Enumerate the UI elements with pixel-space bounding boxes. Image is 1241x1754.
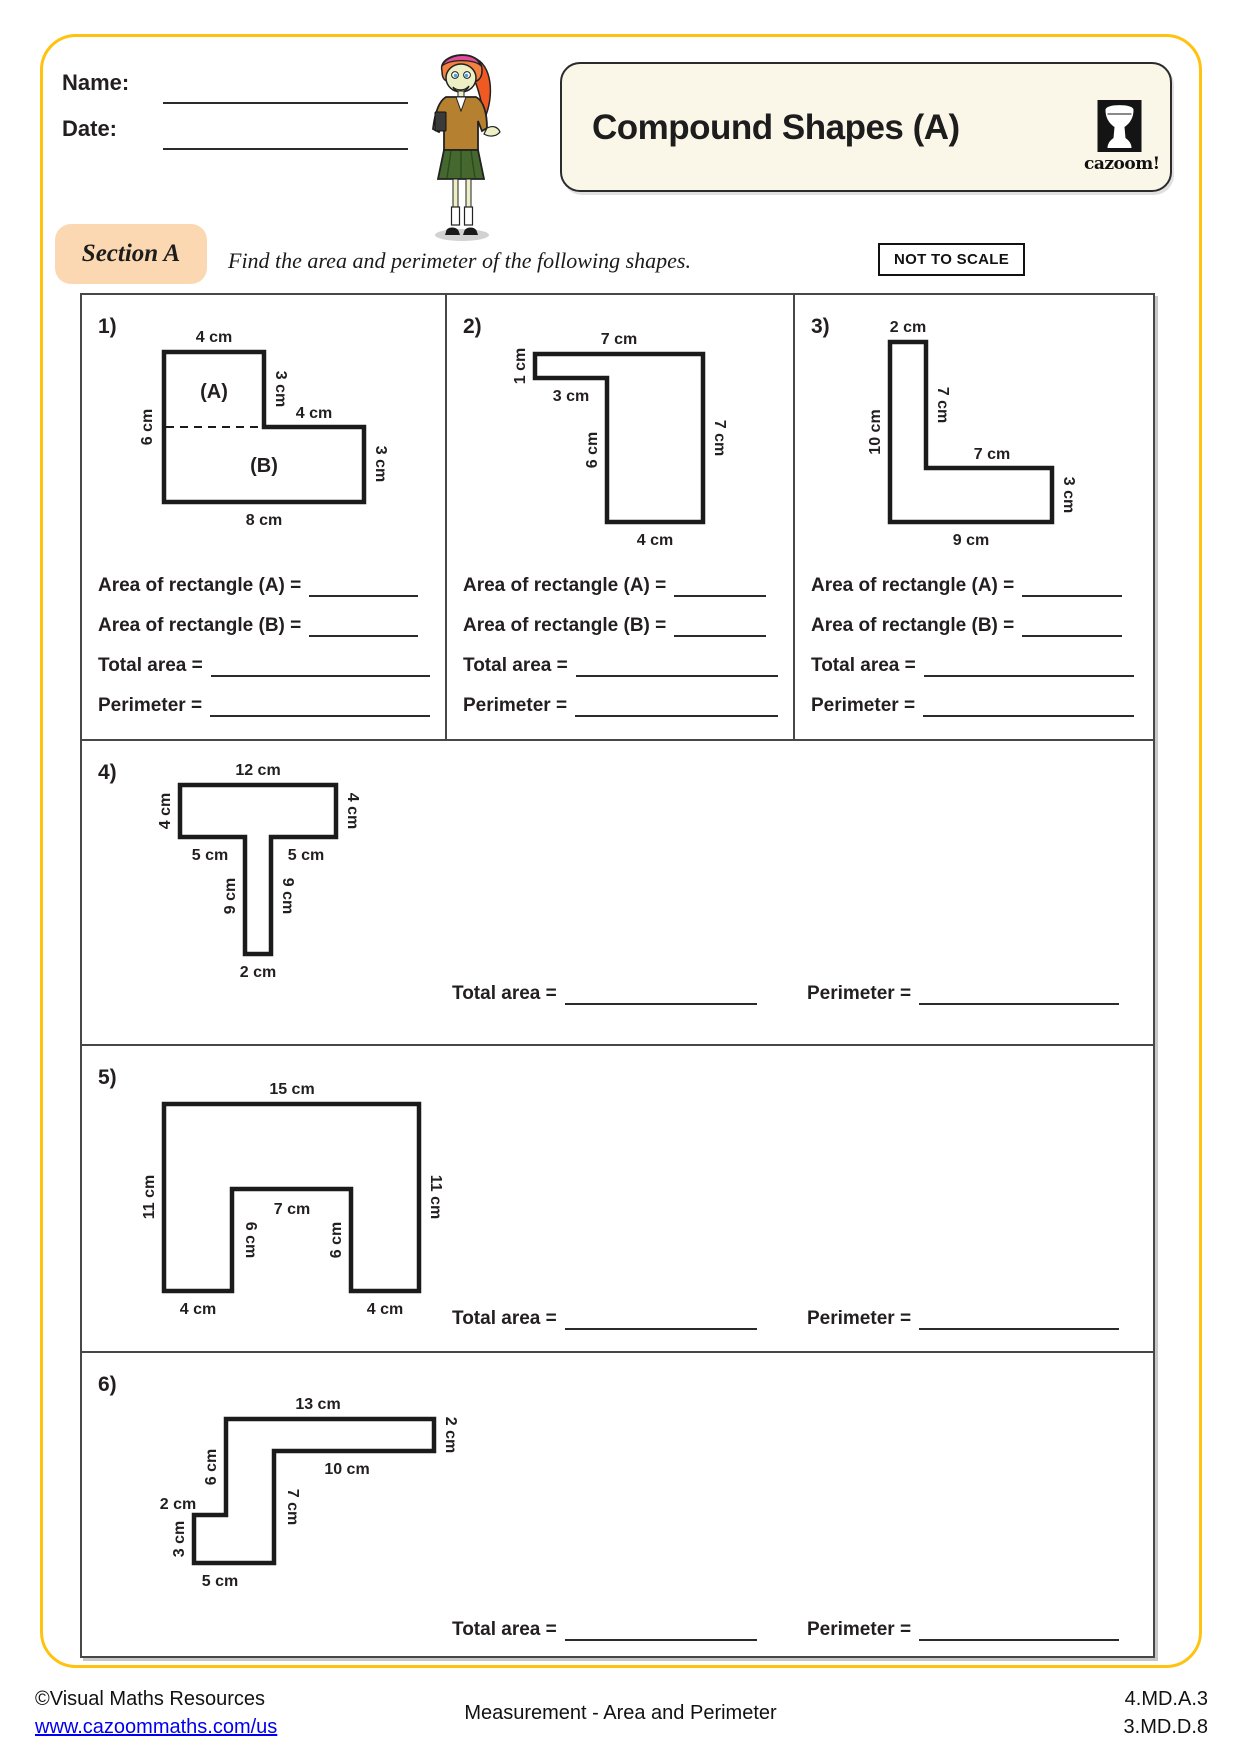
dim-label: 6 cm [328,1221,345,1259]
dim-label: 7 cm [600,331,638,348]
problem-5-perimeter [807,1304,1119,1330]
answer-line [919,979,1119,1005]
perimeter-label: Perimeter = [807,983,912,1004]
answer-line [309,611,418,637]
dim-label: 6 cm [203,1448,220,1486]
problem-2-shape [487,324,749,564]
answer-line [575,691,778,717]
name-input-line [163,66,408,104]
problem-5-shape [112,1076,469,1327]
dim-label: 4 cm [179,1301,217,1318]
area-a-label: Area of rectangle (A) = [463,575,667,596]
problem-4 [82,739,1153,1042]
answer-line [919,1304,1119,1330]
problem-2-number: 2) [463,315,482,338]
dim-label: 4 cm [157,792,174,830]
dim-label: 13 cm [295,1396,341,1413]
area-a-label: Area of rectangle (A) = [811,575,1015,596]
area-a-label: Area of rectangle (A) = [98,575,302,596]
dim-label: 7 cm [711,419,728,457]
problems-row-1 [82,295,1153,739]
dim-label: 2 cm [159,1496,197,1513]
dim-label: 3 cm [272,370,289,408]
section-label: Section A [81,240,181,267]
problem-1-number: 1) [98,315,117,338]
problem-4-number: 4) [98,761,117,784]
dim-label: 11 cm [427,1174,444,1220]
worksheet-topic: Measurement - Area and Perimeter [464,1702,777,1724]
answer-line [1022,571,1122,597]
area-b-label: Area of rectangle (B) = [463,615,667,636]
problem-6 [82,1351,1153,1660]
dim-label: 7 cm [273,1201,311,1218]
region-a-label: (A) [200,381,228,403]
dim-label: 1 cm [512,347,529,385]
total-area-label: Total area = [452,1308,557,1329]
dim-label: 10 cm [324,1461,370,1478]
cazoom-logo [1084,100,1160,174]
total-area-label: Total area = [98,655,203,676]
dim-label: 3 cm [372,445,389,483]
problem-3-answers [811,557,1134,717]
answer-line [919,1615,1119,1641]
answer-line [211,651,430,677]
dim-label: 3 cm [552,388,590,405]
instruction-text: Find the area and perimeter of the following shapes. [228,248,691,273]
problem-3-number: 3) [811,315,830,338]
problem-6-total-area [452,1615,757,1641]
answer-line [565,1615,757,1641]
problem-6-number: 6) [98,1373,117,1396]
answer-line [674,611,766,637]
dim-label: 6 cm [242,1221,259,1259]
problems-grid [80,293,1155,1658]
dim-label: 3 cm [171,1520,188,1558]
dim-label: 2 cm [239,964,277,981]
standard-code-1: 4.MD.A.3 [1124,1688,1208,1710]
dim-label: 7 cm [934,386,951,424]
dim-label: 3 cm [1060,476,1077,514]
date-input-line [163,112,408,150]
not-to-scale-badge [878,243,1025,276]
dim-label: 15 cm [269,1081,315,1098]
answer-line [924,651,1134,677]
perimeter-label: Perimeter = [807,1619,912,1640]
not-to-scale-label: NOT TO SCALE [894,251,1009,268]
problem-1-shape [112,322,410,544]
problem-6-shape [140,1391,478,1599]
problem-4-shape [130,757,382,988]
answer-line [576,651,778,677]
answer-line [923,691,1134,717]
dim-label: 8 cm [245,512,283,529]
section-a-tab [55,224,207,284]
total-area-label: Total area = [452,983,557,1004]
dim-label: 4 cm [636,532,674,549]
problem-1-answers [98,557,430,717]
dim-label: 6 cm [584,431,601,469]
dim-label: 7 cm [284,1488,301,1526]
problem-3-shape [840,314,1096,562]
area-b-label: Area of rectangle (B) = [811,615,1015,636]
problem-5-total-area [452,1304,757,1330]
dim-label: 7 cm [973,446,1011,463]
problem-6-perimeter [807,1615,1119,1641]
problem-2 [447,295,795,739]
total-area-label: Total area = [452,1619,557,1640]
standard-code-2: 3.MD.D.8 [1123,1716,1208,1738]
dim-label: 12 cm [235,762,281,779]
dim-label: 9 cm [279,877,296,915]
problem-1 [82,295,447,739]
page-title: Compound Shapes (A) [592,108,960,147]
dim-label: 10 cm [867,409,884,455]
brand-wordmark: cazoom! [1084,154,1160,174]
dim-label: 6 cm [139,408,156,446]
perimeter-label: Perimeter = [807,1308,912,1329]
perimeter-label: Perimeter = [463,695,568,716]
dim-label: 2 cm [889,319,927,336]
djembe-drum-icon [1097,100,1142,152]
answer-line [565,1304,757,1330]
problem-4-total-area [452,979,757,1005]
answer-line [210,691,430,717]
total-area-label: Total area = [463,655,568,676]
dim-label: 11 cm [141,1174,158,1220]
dim-label: 9 cm [952,532,990,549]
dim-label: 4 cm [366,1301,404,1318]
problem-5 [82,1044,1153,1349]
area-b-label: Area of rectangle (B) = [98,615,302,636]
problem-2-answers [463,557,778,717]
answer-line [674,571,766,597]
date-label: Date: [62,116,118,141]
dim-label: 9 cm [222,877,239,915]
dim-label: 2 cm [442,1416,459,1454]
problem-5-number: 5) [98,1066,117,1089]
cazoom-url-link[interactable]: www.cazoommaths.com/us [35,1716,278,1738]
copyright-text: ©Visual Maths Resources [35,1688,266,1710]
perimeter-label: Perimeter = [98,695,203,716]
perimeter-label: Perimeter = [811,695,916,716]
answer-line [309,571,418,597]
name-label: Name: [62,70,130,95]
problem-4-perimeter [807,979,1119,1005]
problem-3 [795,295,1149,739]
title-box [560,62,1172,192]
answer-line [565,979,757,1005]
dim-label: 4 cm [195,329,233,346]
dim-label: 5 cm [287,847,325,864]
dim-label: 4 cm [344,792,361,830]
region-b-label: (B) [250,455,278,477]
dim-label: 4 cm [295,405,333,422]
answer-line [1022,611,1122,637]
dim-label: 5 cm [201,1573,239,1590]
total-area-label: Total area = [811,655,916,676]
dim-label: 5 cm [191,847,229,864]
girl-student-illustration [412,44,512,244]
